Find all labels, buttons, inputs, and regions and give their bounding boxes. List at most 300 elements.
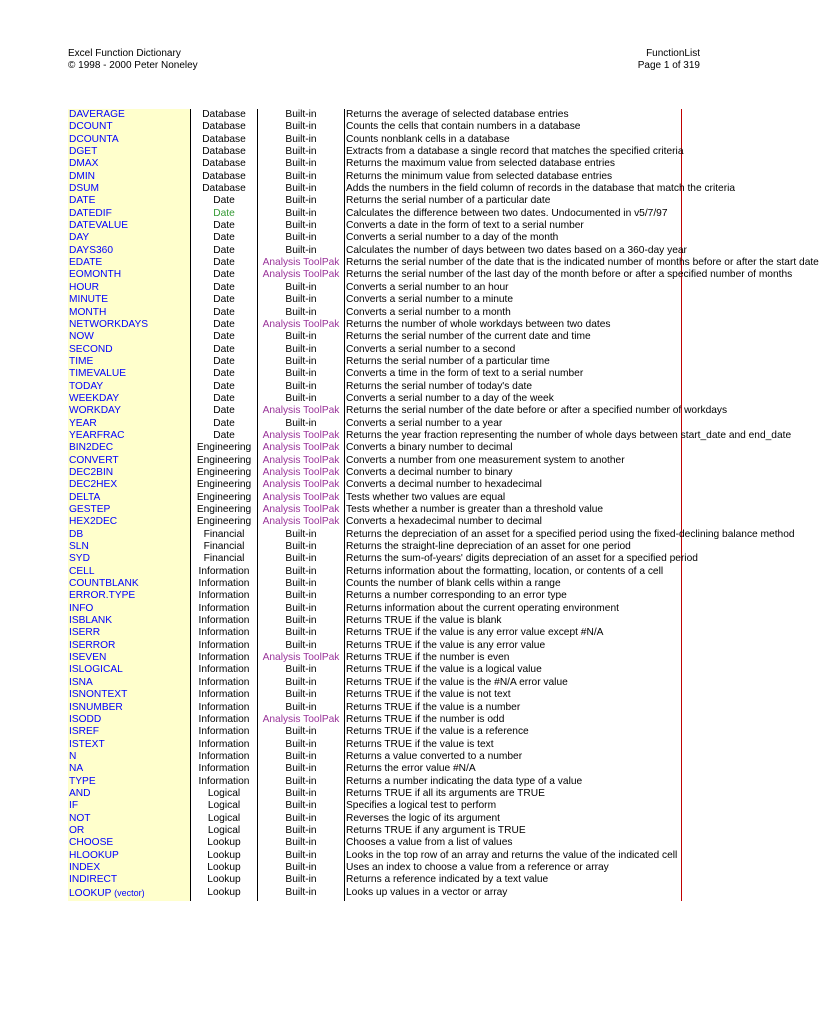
function-name-text: DMIN: [69, 170, 96, 182]
function-name: [69, 689, 189, 701]
function-category: Information: [198, 602, 250, 614]
function-category: Logical: [207, 824, 241, 836]
table-row: [68, 134, 682, 146]
function-name-text: TYPE: [69, 775, 96, 787]
function-category: Lookup: [207, 861, 241, 873]
function-name: [69, 220, 189, 232]
function-name: [69, 208, 189, 220]
function-name: [69, 627, 189, 639]
function-source: Built-in: [285, 158, 317, 170]
page-number: Page 1 of 319: [637, 60, 700, 71]
function-source: Built-in: [285, 812, 317, 824]
function-source: Built-in: [285, 639, 317, 651]
function-source: Built-in: [285, 824, 317, 836]
table-row: [68, 492, 682, 504]
function-description: Converts a time in the form of text to a serial number: [346, 368, 584, 380]
function-category: Logical: [207, 812, 241, 824]
function-description: Calculates the difference between two dates. Undocumented in v5/7/97: [346, 207, 668, 219]
function-category: Database: [202, 133, 246, 145]
table-body: [68, 109, 819, 899]
function-description: Converts a serial number to an hour: [346, 281, 509, 293]
function-description: Returns TRUE if the number is odd: [346, 713, 505, 725]
function-name-text: ERROR.TYPE: [69, 590, 136, 602]
table-row: [68, 282, 682, 294]
function-source: Analysis ToolPak: [262, 405, 340, 417]
function-description: Counts nonblank cells in a database: [346, 133, 510, 145]
function-name: [69, 739, 189, 751]
function-category: Database: [202, 146, 246, 158]
function-source: Built-in: [285, 750, 317, 762]
function-category: Date: [213, 343, 235, 355]
function-name-text: IF: [69, 800, 79, 812]
function-description: Returns a reference indicated by a text value: [346, 874, 549, 886]
table-row: [68, 677, 682, 689]
function-category: Financial: [203, 541, 245, 553]
function-source: Analysis ToolPak: [262, 429, 340, 441]
function-source: Built-in: [285, 109, 317, 120]
function-name: [69, 430, 189, 442]
function-name: [69, 344, 189, 356]
table-row: [68, 220, 682, 232]
function-name: [69, 393, 189, 405]
function-name-text: DELTA: [69, 491, 101, 503]
table-row: [68, 307, 682, 319]
table-row: [68, 356, 682, 368]
function-source: Analysis ToolPak: [262, 466, 340, 478]
function-category: Information: [198, 689, 250, 701]
function-name: [69, 381, 189, 393]
function-name-note: (vector): [114, 887, 145, 898]
function-category: Information: [198, 590, 250, 602]
function-category: Information: [198, 701, 250, 713]
document-header-right: [638, 48, 700, 72]
table-row: [68, 689, 682, 701]
function-name: [69, 504, 189, 516]
document-title: Excel Function Dictionary: [68, 48, 181, 59]
function-source: Built-in: [285, 800, 317, 812]
table-row: [68, 429, 792, 442]
table-row: [68, 813, 682, 825]
function-description: Converts a serial number to a second: [346, 343, 516, 355]
table-row: [68, 566, 682, 578]
function-name: [69, 467, 189, 479]
table-row: [68, 578, 682, 590]
function-name: [69, 405, 189, 417]
function-name-text: GESTEP: [69, 504, 111, 515]
function-category: Information: [198, 676, 250, 688]
function-name-text: MINUTE: [69, 294, 109, 306]
function-description: Tests whether two values are equal: [346, 491, 506, 503]
function-name-text: AND: [69, 787, 91, 799]
function-source: Built-in: [285, 392, 317, 404]
function-name: [69, 603, 189, 615]
function-name: [69, 331, 189, 343]
function-source: Built-in: [285, 676, 317, 688]
table-row: [68, 109, 682, 121]
function-category: Information: [198, 738, 250, 750]
function-name: [69, 776, 189, 788]
function-name-text: HOUR: [69, 281, 99, 293]
function-source: Analysis ToolPak: [262, 652, 340, 664]
table-row: [68, 121, 682, 133]
function-name-text: HEX2DEC: [69, 516, 118, 528]
copyright-notice: © 1998 - 2000 Peter Noneley: [68, 60, 198, 71]
function-description: Returns the average of selected database entries: [346, 109, 569, 120]
function-description: Returns TRUE if the value is not text: [346, 689, 511, 701]
function-category: Date: [213, 195, 235, 207]
function-description: Uses an index to choose a value from a reference or array: [346, 861, 609, 873]
function-name-text: ISERROR: [69, 639, 116, 651]
function-source: Built-in: [285, 664, 317, 676]
function-name-text: YEARFRAC: [69, 429, 125, 441]
function-source: Built-in: [285, 343, 317, 355]
function-name: [69, 850, 189, 862]
function-description: Converts a serial number to a day of the month: [346, 232, 559, 244]
function-description: Returns the serial number of the date before or after a specified number of workdays: [346, 405, 728, 417]
function-source: Built-in: [285, 775, 317, 787]
function-category: Lookup: [207, 837, 241, 849]
function-category: Date: [213, 281, 235, 293]
function-description: Extracts from a database a single record that matches the specified criteria: [346, 146, 684, 158]
function-description: Returns a number indicating the data type of a value: [346, 775, 583, 787]
function-name: [69, 134, 189, 146]
function-source: Built-in: [285, 553, 317, 565]
function-source: Built-in: [285, 541, 317, 553]
function-name-text: NETWORKDAYS: [69, 318, 149, 330]
table-row: [68, 603, 682, 615]
function-name: [69, 257, 189, 269]
function-name: [69, 455, 189, 467]
table-row: [68, 800, 682, 812]
table-row: [68, 479, 682, 491]
function-category: Date: [213, 380, 235, 392]
function-name: [69, 702, 189, 714]
function-category: Information: [198, 713, 250, 725]
function-description: Tests whether a number is greater than a threshold value: [346, 504, 604, 515]
function-category: Logical: [207, 787, 241, 799]
table-row: [68, 208, 682, 220]
function-name-text: TODAY: [69, 380, 104, 392]
function-name: [69, 813, 189, 825]
function-source: Built-in: [285, 886, 317, 898]
function-source: Built-in: [285, 195, 317, 207]
function-category: Database: [202, 109, 246, 120]
function-category: Engineering: [196, 479, 252, 491]
function-name-text: LOOKUP: [69, 887, 112, 899]
function-category: Date: [213, 207, 235, 219]
table-row: [68, 590, 682, 602]
function-name-text: DAYS360: [69, 244, 113, 256]
function-name-text: TIME: [69, 355, 94, 367]
function-source: Built-in: [285, 183, 317, 195]
table-row: [68, 615, 682, 627]
function-name: [69, 368, 189, 380]
table-row: [68, 825, 682, 837]
function-name-text: DCOUNTA: [69, 133, 119, 145]
function-category: Date: [213, 244, 235, 256]
function-description: Returns TRUE if the value is a reference: [346, 726, 529, 738]
table-row: [68, 640, 682, 652]
function-source: Built-in: [285, 837, 317, 849]
function-name-text: DMAX: [69, 158, 99, 170]
function-description: Calculates the number of days between two dates based on a 360-day year: [346, 244, 687, 256]
function-name-text: N: [69, 750, 77, 762]
function-category: Information: [198, 750, 250, 762]
function-category: Date: [213, 368, 235, 380]
function-name: [69, 714, 189, 726]
function-source: Built-in: [285, 331, 317, 343]
function-description: Returns TRUE if the value is text: [346, 738, 494, 750]
function-description: Converts a serial number to a year: [346, 417, 503, 429]
function-name: [69, 800, 189, 812]
document-header-left: [68, 48, 198, 72]
function-name-text: DAY: [69, 232, 90, 244]
function-description: Adds the numbers in the field column of records in the database that match the criteria: [346, 183, 736, 195]
function-source: Analysis ToolPak: [262, 269, 340, 281]
table-row: [68, 702, 682, 714]
function-source: Analysis ToolPak: [262, 491, 340, 503]
function-name: [69, 418, 189, 430]
function-description: Reverses the logic of its argument: [346, 812, 501, 824]
function-name: [69, 763, 189, 775]
function-description: Specifies a logical test to perform: [346, 800, 497, 812]
table-row: [68, 455, 682, 467]
function-source: Analysis ToolPak: [262, 257, 340, 269]
function-name: [69, 874, 189, 886]
function-name-text: NOT: [69, 812, 91, 824]
function-name-text: MONTH: [69, 306, 107, 318]
function-description: Returns information about the formatting, location, or contents of a cell: [346, 565, 664, 577]
table-row: [68, 195, 682, 207]
function-category: Date: [213, 405, 235, 417]
function-name-text: COUNTBLANK: [69, 578, 139, 590]
function-category: Date: [213, 331, 235, 343]
table-row: [68, 850, 682, 862]
function-name: [69, 442, 189, 454]
function-name: [69, 862, 189, 874]
function-name-text: INFO: [69, 602, 94, 614]
function-source: Analysis ToolPak: [262, 318, 340, 330]
function-description: Returns the serial number of a particular time: [346, 355, 550, 367]
function-source: Analysis ToolPak: [262, 479, 340, 491]
function-source: Built-in: [285, 146, 317, 158]
table-row: [68, 837, 682, 849]
table-row: [68, 381, 682, 393]
function-name-text: NA: [69, 763, 84, 775]
function-category: Lookup: [207, 886, 241, 898]
function-category: Information: [198, 775, 250, 787]
function-category: Database: [202, 158, 246, 170]
function-name-text: DGET: [69, 146, 98, 158]
function-category: Information: [198, 578, 250, 590]
function-name-text: WEEKDAY: [69, 392, 120, 404]
function-source: Built-in: [285, 726, 317, 738]
function-name-text: INDIRECT: [69, 874, 118, 886]
function-source: Built-in: [285, 121, 317, 133]
function-name-text: DATEDIF: [69, 207, 112, 219]
function-name-text: SLN: [69, 541, 89, 553]
function-name-text: EDATE: [69, 257, 103, 269]
table-row: [68, 158, 682, 170]
function-description: Returns the year fraction representing the number of whole days between start_date and end_date: [346, 429, 792, 441]
function-name-text: ISREF: [69, 726, 100, 738]
function-name-text: DSUM: [69, 183, 99, 195]
function-name: [69, 109, 189, 121]
function-name: [69, 307, 189, 319]
function-source: Built-in: [285, 528, 317, 540]
table-row: [68, 516, 682, 528]
table-row: [68, 244, 687, 257]
function-source: Built-in: [285, 689, 317, 701]
function-source: Analysis ToolPak: [262, 516, 340, 528]
table-row: [68, 553, 698, 565]
function-name: [69, 146, 189, 158]
function-category: Date: [213, 355, 235, 367]
function-category: Date: [213, 392, 235, 404]
function-name-text: DEC2HEX: [69, 479, 118, 491]
function-description: Returns TRUE if the number is even: [346, 652, 510, 664]
function-name-text: ISNONTEXT: [69, 689, 128, 701]
function-name: [69, 516, 189, 528]
function-category: Information: [198, 627, 250, 639]
function-name-text: WORKDAY: [69, 405, 121, 417]
function-description: Returns the minimum value from selected database entries: [346, 170, 613, 182]
function-category: Date: [213, 306, 235, 318]
function-category: Lookup: [207, 849, 241, 861]
function-source: Built-in: [285, 220, 317, 232]
function-description: Returns the serial number of today's date: [346, 380, 532, 392]
function-source: Built-in: [285, 602, 317, 614]
function-source: Built-in: [285, 170, 317, 182]
function-name-text: INDEX: [69, 861, 101, 873]
function-source: Built-in: [285, 627, 317, 639]
table-row: [68, 874, 682, 886]
function-category: Engineering: [196, 454, 252, 466]
table-row: [68, 652, 682, 664]
table-row: [68, 627, 682, 639]
function-category: Information: [198, 652, 250, 664]
function-name-text: CONVERT: [69, 454, 119, 466]
function-source: Analysis ToolPak: [262, 713, 340, 725]
function-category: Engineering: [196, 442, 252, 454]
function-category: Engineering: [196, 466, 252, 478]
sheet-name: FunctionList: [646, 48, 700, 59]
table-row: [68, 331, 682, 343]
function-description: Converts a serial number to a month: [346, 306, 511, 318]
function-name-text: CHOOSE: [69, 837, 114, 849]
function-name: [69, 158, 189, 170]
function-source: Built-in: [285, 565, 317, 577]
function-source: Analysis ToolPak: [262, 504, 340, 515]
function-name-text: CELL: [69, 565, 95, 577]
function-description: Converts a serial number to a minute: [346, 294, 514, 306]
function-source: Built-in: [285, 281, 317, 293]
function-category: Date: [213, 257, 235, 269]
function-name-text: DEC2BIN: [69, 466, 114, 478]
function-description: Converts a hexadecimal number to decimal: [346, 516, 542, 528]
function-name: [69, 553, 189, 565]
table-row: [68, 442, 682, 454]
function-source: Built-in: [285, 701, 317, 713]
function-name-text: ISEVEN: [69, 652, 107, 664]
function-name-text: DATE: [69, 195, 96, 207]
function-name-text: SECOND: [69, 343, 113, 355]
function-name: [69, 566, 189, 578]
function-category: Database: [202, 183, 246, 195]
table-row: [68, 541, 682, 553]
function-source: Built-in: [285, 207, 317, 219]
function-description: Returns TRUE if any argument is TRUE: [346, 824, 526, 836]
function-name-text: SYD: [69, 553, 90, 565]
function-description: Converts a serial number to a day of the week: [346, 392, 554, 404]
function-name-text: ISLOGICAL: [69, 664, 123, 676]
table-row: [68, 726, 682, 738]
function-name-text: ISODD: [69, 713, 102, 725]
function-name: [69, 529, 189, 541]
function-name-text: OR: [69, 824, 85, 836]
function-description: Converts a decimal number to binary: [346, 466, 513, 478]
function-description: Returns a value converted to a number: [346, 750, 523, 762]
function-source: Built-in: [285, 368, 317, 380]
table-row: [68, 232, 682, 244]
table-row: [68, 788, 682, 800]
function-category: Information: [198, 726, 250, 738]
table-row: [68, 763, 682, 775]
table-row: [68, 418, 682, 430]
table-row: [68, 776, 682, 788]
function-source: Built-in: [285, 417, 317, 429]
function-category: Lookup: [207, 874, 241, 886]
function-description: Looks up values in a vector or array: [346, 886, 508, 898]
function-source: Built-in: [285, 294, 317, 306]
function-category: Date: [213, 429, 235, 441]
function-name-text: BIN2DEC: [69, 442, 114, 454]
function-description: Returns TRUE if the value is any error value: [346, 639, 546, 651]
table-row: [68, 319, 682, 331]
function-name-text: HLOOKUP: [69, 849, 119, 861]
function-name: [69, 541, 189, 553]
function-name-text: YEAR: [69, 417, 97, 429]
function-description: Returns the sum-of-years' digits depreciation of an asset for a specified period: [346, 553, 698, 565]
table-row: [68, 146, 682, 158]
function-source: Analysis ToolPak: [262, 454, 340, 466]
function-name: [69, 788, 189, 800]
function-name-text: ISNA: [69, 676, 93, 688]
table-row: [68, 294, 682, 306]
function-name: [69, 590, 189, 602]
function-description: Converts a binary number to decimal: [346, 442, 513, 454]
function-description: Converts a date in the form of text to a serial number: [346, 220, 584, 232]
table-row: [68, 368, 682, 380]
function-description: Returns TRUE if the value is the #N/A error value: [346, 676, 568, 688]
function-category: Information: [198, 565, 250, 577]
function-description: Returns TRUE if the value is a number: [346, 701, 521, 713]
function-source: Built-in: [285, 763, 317, 775]
function-category: Information: [198, 664, 250, 676]
function-name: [69, 121, 189, 133]
function-name-text: ISERR: [69, 627, 101, 639]
function-name: [69, 195, 189, 207]
table-row: [68, 504, 682, 516]
function-name-text: ISNUMBER: [69, 701, 123, 713]
function-name: [69, 245, 189, 257]
function-category: Date: [213, 294, 235, 306]
function-category: Information: [198, 639, 250, 651]
function-name: [69, 837, 189, 849]
function-source: Built-in: [285, 861, 317, 873]
function-source: Built-in: [285, 380, 317, 392]
function-category: Date: [213, 417, 235, 429]
